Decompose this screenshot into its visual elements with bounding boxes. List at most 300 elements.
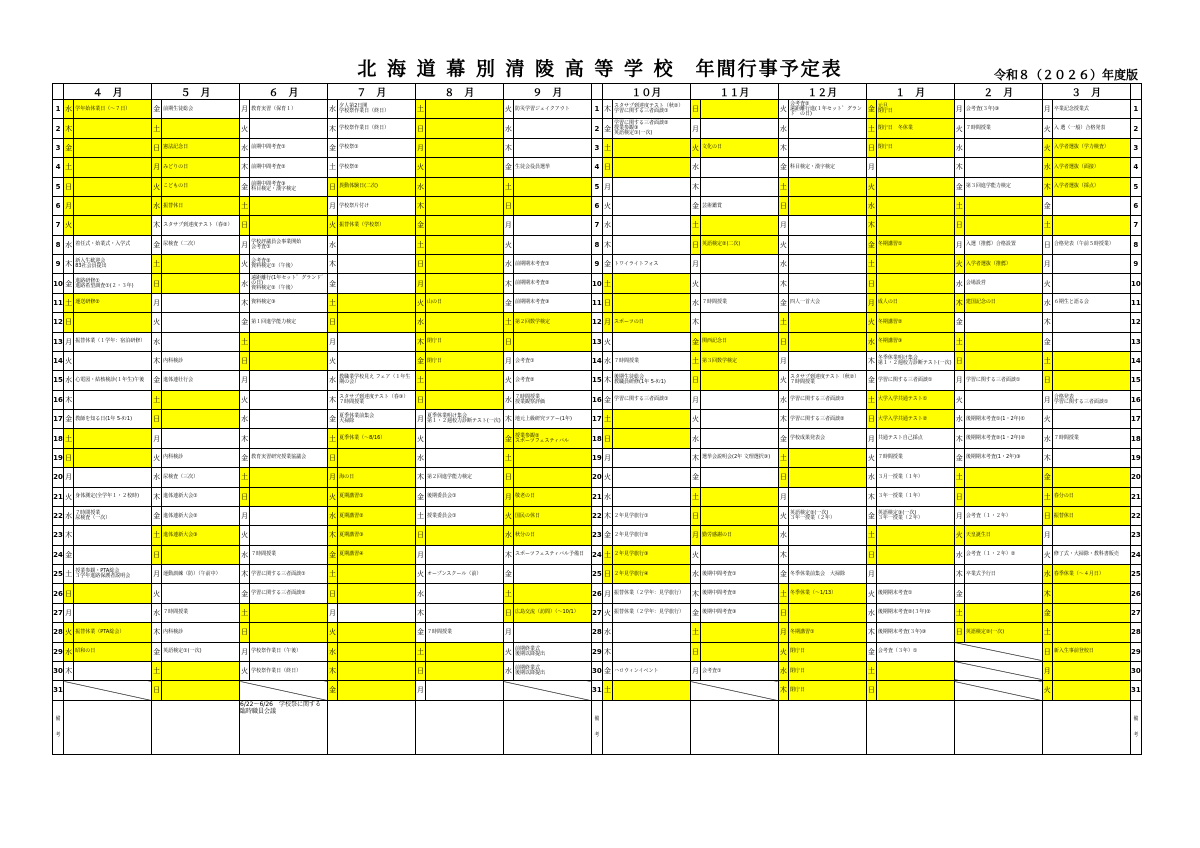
weekday-cell: 木: [954, 565, 964, 584]
event-cell: [613, 293, 691, 312]
weekday-cell: 日: [954, 623, 964, 642]
weekday-cell: 金: [503, 565, 513, 584]
event-cell: ハロウィンイベント: [613, 661, 691, 680]
event-cell: 異動体験日(二次): [338, 177, 416, 196]
event-cell: 国民の休日: [513, 506, 591, 525]
event-cell: 学校祭作業日（午後）: [250, 642, 328, 661]
event-cell: [338, 603, 416, 622]
weekday-cell: 日: [415, 119, 425, 138]
event-cell: [74, 429, 152, 448]
weekday-cell: 水: [240, 274, 250, 293]
event-cell: [162, 390, 240, 409]
month-header-9: １２月: [778, 84, 866, 100]
weekday-cell: 日: [866, 274, 876, 293]
weekday-cell: 月: [602, 313, 612, 332]
weekday-cell: 土: [866, 255, 876, 274]
event-cell: 学習に関する三者面談①: [964, 371, 1042, 390]
weekday-cell: 日: [152, 410, 162, 429]
day-number: 29: [1130, 642, 1141, 661]
event-cell: [162, 429, 240, 448]
event-cell: 身体測定(全学年１・２校時): [74, 487, 152, 506]
weekday-cell: 火: [866, 313, 876, 332]
day-row: [53, 526, 1142, 545]
weekday-cell: 木: [1042, 584, 1052, 603]
weekday-cell: 土: [690, 216, 700, 235]
event-cell: スポーツフェスティバル予備日: [513, 545, 591, 564]
event-cell: 夏季休業前集会 大掃除: [338, 410, 416, 429]
weekday-cell: 木: [1042, 177, 1052, 196]
event-cell: 大学入学共通テスト①: [876, 390, 954, 409]
event-cell: 進体連新大会③: [162, 526, 240, 545]
event-cell: [701, 177, 779, 196]
weekday-cell: 木: [503, 138, 513, 157]
day-number: 2: [591, 119, 602, 138]
weekday-cell: 月: [1042, 526, 1052, 545]
weekday-cell: 金: [866, 642, 876, 661]
day-number: 22: [591, 506, 602, 525]
weekday-cell: 木: [415, 196, 425, 215]
event-cell: 資料検定③: [250, 293, 328, 312]
day-number: 3: [1130, 138, 1141, 157]
weekday-cell: 水: [1042, 565, 1052, 584]
weekday-cell: 金: [778, 565, 788, 584]
event-cell: [250, 351, 328, 370]
event-cell: 遠距離行(1年セット゜グランド゛の日) 資料検定②（午後）: [250, 274, 328, 293]
event-cell: [74, 119, 152, 138]
weekday-cell: 水: [954, 274, 964, 293]
weekday-cell: 土: [778, 177, 788, 196]
nonexistent-date-cell: [954, 642, 1042, 661]
weekday-cell: 月: [503, 487, 513, 506]
event-cell: [426, 216, 504, 235]
event-cell: [338, 448, 416, 467]
month-note-cell: [64, 700, 152, 754]
weekday-cell: 日: [415, 661, 425, 680]
weekday-cell: 木: [64, 661, 74, 680]
event-cell: [788, 603, 866, 622]
weekday-cell: 木: [602, 642, 612, 661]
weekday-cell: 火: [503, 371, 513, 390]
event-cell: 関西記念日: [701, 332, 779, 351]
event-cell: [701, 623, 779, 642]
weekday-cell: 月: [152, 429, 162, 448]
weekday-cell: 土: [503, 177, 513, 196]
weekday-cell: 月: [866, 565, 876, 584]
event-cell: [162, 274, 240, 293]
weekday-cell: 金: [602, 526, 612, 545]
event-cell: 教職業学校見え フェア（１年生期の会）: [338, 371, 416, 390]
event-cell: 学年始休業日（～７日）: [74, 100, 152, 119]
month-header-5: ８ 月: [415, 84, 503, 100]
event-cell: 新入生歓迎会 83社会員提出: [74, 255, 152, 274]
day-number: 30: [591, 661, 602, 680]
weekday-cell: 火: [240, 390, 250, 409]
event-cell: [426, 274, 504, 293]
event-cell: 山の日: [426, 293, 504, 312]
weekday-cell: 木: [778, 681, 788, 700]
weekday-cell: 月: [954, 506, 964, 525]
weekday-cell: 日: [503, 196, 513, 215]
event-cell: [426, 158, 504, 177]
weekday-cell: 火: [866, 448, 876, 467]
weekday-cell: 水: [1042, 293, 1052, 312]
event-cell: 会考査①: [513, 351, 591, 370]
notes-side-right: [1130, 700, 1141, 754]
weekday-cell: 月: [415, 681, 425, 700]
day-number: 17: [1130, 410, 1141, 429]
event-cell: [74, 661, 152, 680]
weekday-cell: 土: [327, 429, 337, 448]
weekday-cell: 土: [1042, 623, 1052, 642]
event-cell: [876, 274, 954, 293]
event-cell: [513, 119, 591, 138]
weekday-cell: 金: [64, 138, 74, 157]
event-cell: [250, 390, 328, 409]
weekday-cell: 金: [954, 584, 964, 603]
nonexistent-date-cell: [503, 681, 591, 700]
event-cell: [701, 100, 779, 119]
weekday-cell: 水: [152, 196, 162, 215]
weekday-cell: 水: [64, 235, 74, 254]
weekday-cell: 土: [64, 293, 74, 312]
weekday-cell: 火: [327, 623, 337, 642]
event-cell: 閉庁日: [426, 351, 504, 370]
weekday-cell: 木: [690, 313, 700, 332]
event-cell: [513, 623, 591, 642]
day-row: [53, 177, 1142, 196]
event-cell: 会考査（１・２年）: [964, 506, 1042, 525]
event-cell: [162, 410, 240, 429]
event-cell: 入選（推薦）合格設置: [964, 235, 1042, 254]
event-cell: ２年見学旅行③: [613, 545, 691, 564]
month-note-cell: [778, 700, 866, 754]
event-cell: [513, 332, 591, 351]
event-cell: 元旦 閉庁日: [876, 100, 954, 119]
event-cell: [788, 177, 866, 196]
day-number: 9: [1130, 255, 1141, 274]
day-number: 15: [591, 371, 602, 390]
weekday-cell: 木: [64, 119, 74, 138]
day-row: [53, 565, 1142, 584]
event-cell: 広島交流（訪問）（～10/1）: [513, 603, 591, 622]
event-cell: 振替休業（１学年：宿泊研修）: [74, 332, 152, 351]
day-number: 5: [53, 177, 64, 196]
weekday-cell: 土: [240, 468, 250, 487]
event-cell: [788, 448, 866, 467]
weekday-cell: 土: [866, 661, 876, 680]
weekday-cell: 日: [778, 332, 788, 351]
day-number: 8: [1130, 235, 1141, 254]
event-cell: [876, 545, 954, 564]
weekday-cell: 木: [415, 468, 425, 487]
weekday-cell: 金: [415, 623, 425, 642]
event-cell: 閉庁日: [876, 138, 954, 157]
event-cell: 入学者選抜（面接）: [1052, 158, 1130, 177]
event-cell: [338, 351, 416, 370]
weekday-cell: 日: [1042, 506, 1052, 525]
day-row: [53, 661, 1142, 680]
event-cell: 第２回数学検定: [513, 313, 591, 332]
event-cell: [426, 429, 504, 448]
weekday-cell: 木: [64, 390, 74, 409]
event-cell: [74, 138, 152, 157]
day-number: 10: [591, 274, 602, 293]
weekday-cell: 月: [64, 196, 74, 215]
event-cell: 運送研修②: [74, 293, 152, 312]
weekday-cell: 水: [240, 410, 250, 429]
weekday-cell: 水: [152, 468, 162, 487]
weekday-cell: 火: [602, 468, 612, 487]
nonexistent-date-cell: [64, 681, 152, 700]
event-cell: [1052, 681, 1130, 700]
weekday-cell: 土: [866, 526, 876, 545]
weekday-cell: 火: [602, 603, 612, 622]
weekday-cell: 火: [415, 158, 425, 177]
event-cell: [426, 448, 504, 467]
event-cell: [162, 293, 240, 312]
weekday-cell: 月: [954, 100, 964, 119]
weekday-cell: 水: [778, 390, 788, 409]
weekday-cell: 火: [240, 661, 250, 680]
weekday-cell: 土: [64, 429, 74, 448]
weekday-cell: 金: [152, 642, 162, 661]
event-cell: ７時間授業: [426, 623, 504, 642]
event-cell: 敬老の日: [513, 487, 591, 506]
day-number: 24: [1130, 545, 1141, 564]
event-cell: 科目検定・漢字検定: [788, 158, 866, 177]
weekday-cell: 水: [503, 661, 513, 680]
nonexistent-date-cell: [240, 681, 328, 700]
weekday-cell: 金: [152, 235, 162, 254]
day-row: [53, 506, 1142, 525]
weekday-cell: 日: [503, 332, 513, 351]
weekday-cell: 金: [1042, 332, 1052, 351]
weekday-cell: 土: [602, 545, 612, 564]
weekday-cell: 土: [327, 565, 337, 584]
weekday-cell: 日: [866, 545, 876, 564]
weekday-cell: 火: [415, 293, 425, 312]
event-cell: 学習に関する三者面談② 授業参観③ 英語検定①(一次): [613, 119, 691, 138]
event-cell: [74, 390, 152, 409]
day-number: 5: [591, 177, 602, 196]
weekday-cell: 日: [954, 487, 964, 506]
day-number: 28: [1130, 623, 1141, 642]
day-number: 6: [591, 196, 602, 215]
weekday-cell: 月: [954, 235, 964, 254]
weekday-cell: 木: [954, 429, 964, 448]
weekday-cell: 水: [327, 642, 337, 661]
weekday-cell: 金: [602, 390, 612, 409]
event-cell: [250, 468, 328, 487]
event-cell: [162, 661, 240, 680]
event-cell: [338, 293, 416, 312]
weekday-cell: 日: [152, 138, 162, 157]
event-cell: 冬期講習①: [876, 235, 954, 254]
weekday-cell: 水: [240, 545, 250, 564]
event-cell: [426, 119, 504, 138]
day-number-header-right: [1130, 84, 1141, 100]
weekday-cell: 土: [690, 487, 700, 506]
event-cell: 閉庁日: [788, 661, 866, 680]
event-cell: [338, 623, 416, 642]
event-cell: [513, 235, 591, 254]
event-cell: [613, 235, 691, 254]
event-cell: [964, 390, 1042, 409]
weekday-cell: 月: [152, 158, 162, 177]
event-cell: [1052, 313, 1130, 332]
event-cell: 振替休日: [1052, 506, 1130, 525]
event-cell: [788, 526, 866, 545]
weekday-cell: 金: [152, 506, 162, 525]
weekday-cell: 日: [415, 255, 425, 274]
weekday-cell: 土: [152, 255, 162, 274]
weekday-cell: 火: [954, 526, 964, 545]
month-note-cell: [866, 700, 954, 754]
event-cell: [701, 642, 779, 661]
day-number: 18: [591, 429, 602, 448]
event-cell: スタサプ到達度テスト（春③） ７時間授業: [338, 390, 416, 409]
day-row: [53, 138, 1142, 157]
event-cell: 合格発表 学習に関する三者面談①: [1052, 390, 1130, 409]
event-cell: [426, 313, 504, 332]
weekday-cell: 水: [778, 526, 788, 545]
event-cell: [788, 332, 866, 351]
event-cell: [74, 351, 152, 370]
weekday-cell: 金: [503, 293, 513, 312]
day-number: 15: [53, 371, 64, 390]
weekday-cell: 水: [690, 158, 700, 177]
event-cell: 夕人第2日開 学校祭作業日（終日）: [338, 100, 416, 119]
weekday-cell: 日: [240, 216, 250, 235]
day-number: 4: [1130, 158, 1141, 177]
day-row: [53, 603, 1142, 622]
weekday-cell: 金: [152, 100, 162, 119]
weekday-cell: 木: [327, 255, 337, 274]
event-cell: 入 選（一般）合格発表: [1052, 119, 1130, 138]
event-cell: [250, 603, 328, 622]
event-cell: [964, 196, 1042, 215]
day-number: 23: [53, 526, 64, 545]
day-row: [53, 681, 1142, 700]
event-cell: 前期期末考査②: [513, 274, 591, 293]
event-cell: 会考査② 資料検定①（午後）: [250, 255, 328, 274]
event-cell: [1052, 661, 1130, 680]
weekday-cell: 金: [415, 487, 425, 506]
weekday-cell: 水: [690, 565, 700, 584]
weekday-cell: 日: [327, 448, 337, 467]
event-cell: 教育実習（保育１）: [250, 100, 328, 119]
weekday-cell: 火: [327, 351, 337, 370]
weekday-cell: 日: [778, 603, 788, 622]
event-cell: 教育実習研究授業協議会: [250, 448, 328, 467]
day-number: 8: [591, 235, 602, 254]
event-cell: 心電図・結核検診(１年生)午後: [74, 371, 152, 390]
event-cell: オープンスクール（前）: [426, 565, 504, 584]
event-cell: [876, 565, 954, 584]
weekday-cell: 金: [602, 119, 612, 138]
day-row: [53, 371, 1142, 390]
event-cell: 防災学習ジェイクアウト: [513, 100, 591, 119]
event-cell: [1052, 468, 1130, 487]
weekday-cell: 日: [866, 138, 876, 157]
weekday-cell: 木: [240, 565, 250, 584]
event-cell: 芸術鑑賞: [701, 196, 779, 215]
event-cell: 夏期講習③: [338, 526, 416, 545]
day-row: [53, 255, 1142, 274]
weekday-cell: 金: [1042, 468, 1052, 487]
event-cell: 共通テスト自己採点: [876, 429, 954, 448]
weekday-cell: 火: [327, 487, 337, 506]
event-cell: [788, 255, 866, 274]
weekday-cell: 火: [778, 642, 788, 661]
event-cell: [876, 177, 954, 196]
event-cell: ７時間授業: [613, 351, 691, 370]
weekday-cell: 火: [690, 138, 700, 157]
day-number: 27: [1130, 603, 1141, 622]
weekday-cell: 火: [152, 313, 162, 332]
weekday-cell: 火: [1042, 681, 1052, 700]
weekday-cell: 日: [602, 158, 612, 177]
event-cell: [162, 681, 240, 700]
event-cell: [250, 429, 328, 448]
weekday-cell: 月: [778, 487, 788, 506]
weekday-cell: 月: [690, 119, 700, 138]
day-number: 30: [1130, 661, 1141, 680]
nonexistent-date-cell: [954, 681, 1042, 700]
weekday-cell: 火: [778, 235, 788, 254]
event-cell: 授業参観・PTA総会 ３学年進路保護者説明会: [74, 565, 152, 584]
event-cell: 後期期末考査(３年)③: [876, 623, 954, 642]
weekday-cell: 金: [327, 274, 337, 293]
event-cell: 会場設営: [964, 274, 1042, 293]
event-cell: [1052, 410, 1130, 429]
weekday-cell: 月: [602, 177, 612, 196]
event-cell: [513, 216, 591, 235]
weekday-cell: 金: [690, 603, 700, 622]
event-cell: [513, 565, 591, 584]
event-cell: [613, 681, 691, 700]
weekday-cell: 日: [240, 351, 250, 370]
weekday-cell: 日: [327, 177, 337, 196]
day-number: 31: [53, 681, 64, 700]
weekday-cell: 木: [240, 429, 250, 448]
event-cell: 進体連新大会②: [162, 506, 240, 525]
day-number: 21: [1130, 487, 1141, 506]
day-number: 10: [1130, 274, 1141, 293]
event-cell: [613, 196, 691, 215]
weekday-cell: 木: [503, 545, 513, 564]
day-number: 26: [1130, 584, 1141, 603]
event-cell: スタサプ到達度テスト（春②）: [162, 216, 240, 235]
weekday-cell: 月: [866, 293, 876, 312]
weekday-cell: 月: [778, 351, 788, 370]
event-cell: 卒業記念授業式: [1052, 100, 1130, 119]
event-cell: 入学者選抜（採点）: [1052, 177, 1130, 196]
event-cell: [701, 487, 779, 506]
weekday-cell: 日: [690, 371, 700, 390]
day-row: [53, 119, 1142, 138]
event-cell: ７時間授業: [701, 293, 779, 312]
weekday-cell: 火: [866, 584, 876, 603]
weekday-cell: 火: [64, 623, 74, 642]
weekday-cell: 日: [415, 390, 425, 409]
event-cell: [1052, 526, 1130, 545]
day-row: [53, 584, 1142, 603]
event-cell: [613, 448, 691, 467]
weekday-cell: 土: [1042, 487, 1052, 506]
day-number: 21: [53, 487, 64, 506]
event-cell: 授業委員会①: [426, 506, 504, 525]
